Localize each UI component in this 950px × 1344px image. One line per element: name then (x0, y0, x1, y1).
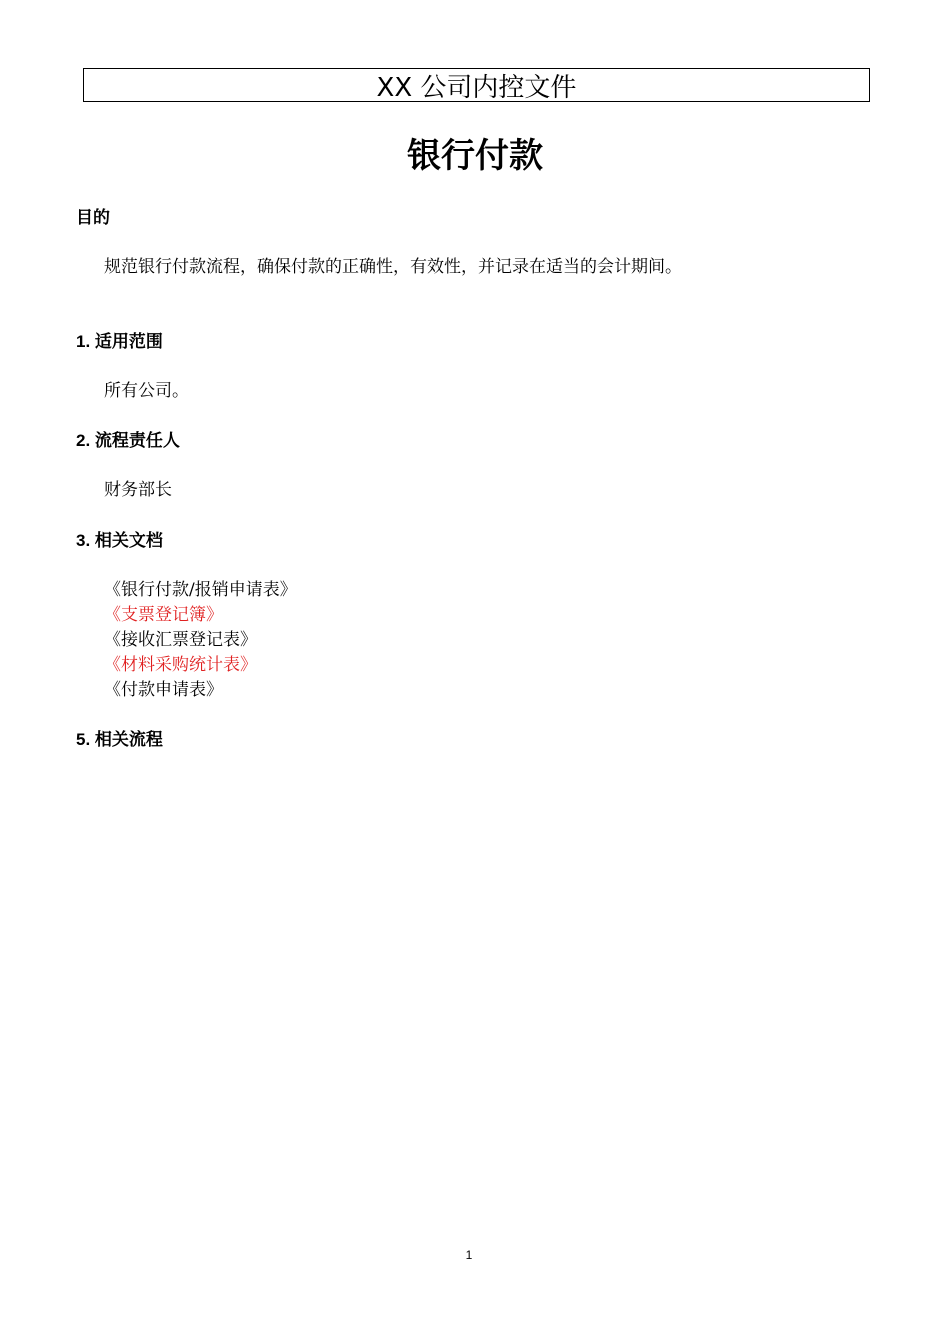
list-item: 《材料采购统计表》 (104, 655, 257, 675)
section-heading-documents: 3. 相关文档 (76, 531, 163, 550)
list-item: 《付款申请表》 (104, 680, 223, 700)
company-doc-label: XX 公司内控文件 (376, 72, 577, 103)
list-item: 《接收汇票登记表》 (104, 630, 257, 650)
list-item: 《银行付款/报销申请表》 (104, 580, 297, 600)
page-number: 1 (465, 1248, 473, 1262)
section-heading-purpose: 目的 (76, 208, 110, 227)
company-doc-header (83, 68, 870, 102)
related-documents-list (104, 578, 297, 703)
section-heading-owner: 2. 流程责任人 (76, 431, 180, 450)
section-heading-scope: 1. 适用范围 (76, 332, 163, 351)
purpose-text: 规范银行付款流程，确保付款的正确性，有效性，并记录在适当的会计期间。 (104, 257, 682, 277)
section-heading-related-process: 5. 相关流程 (76, 730, 163, 749)
document-title: 银行付款 (407, 136, 543, 176)
list-item: 《支票登记簿》 (104, 605, 223, 625)
owner-text: 财务部长 (104, 480, 172, 500)
scope-text: 所有公司。 (104, 381, 189, 401)
